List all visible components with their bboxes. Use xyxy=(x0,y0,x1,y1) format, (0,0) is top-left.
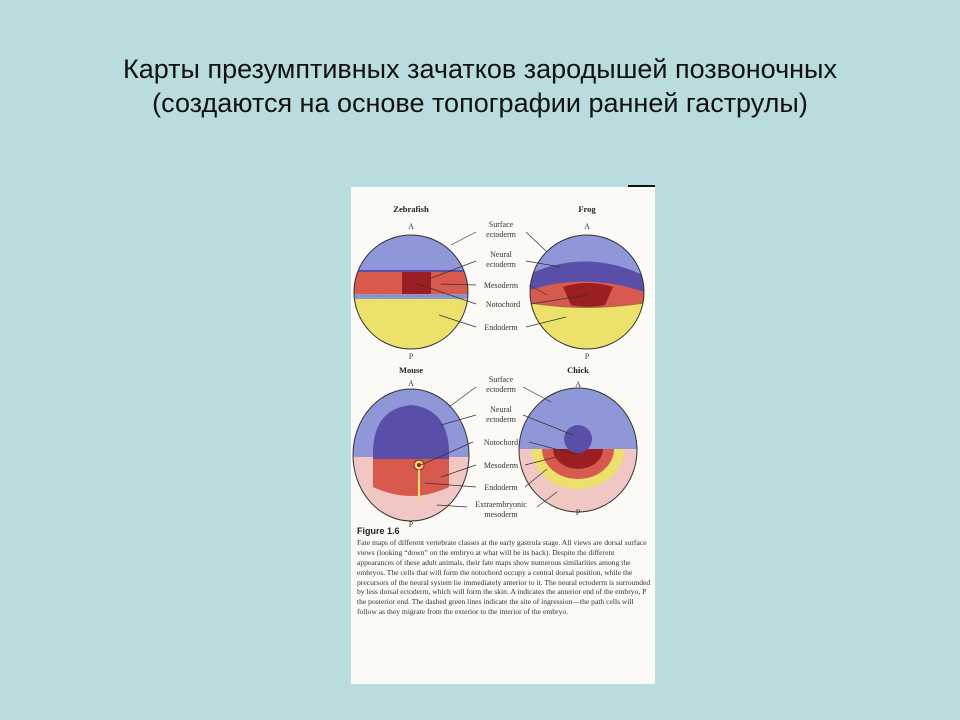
fate-map-figure xyxy=(351,187,655,684)
chick-posterior-label: P xyxy=(575,508,581,517)
zebrafish-fate-map xyxy=(351,204,471,361)
label-neural-ectoderm-top-2: ectoderm xyxy=(486,260,516,269)
caption-text: Fate maps of different vertebrate classes at the early gastrula stage. All views are dorsal surface views (looking “down” on the embryo at what will be its back). Despite the different appearances of these adult animals, their fate maps show numerous similarities among the embryos. The cells that will form the notochord occupy a central dorsal position, while the precursors of the neural system lie immediately anterior to it. The neural ectoderm is surrounded by less dorsal ectoderm, which will form the skin. A indicates the anterior end of the embryo, P the posterior end. The dashed green lines indicate the site of ingression—the path cells will follow as they migrate from the exterior to the interior of the embryo. xyxy=(357,537,651,617)
frog-fate-map xyxy=(527,204,651,361)
zebrafish-label: Zebrafish xyxy=(393,204,429,214)
frog-notochord xyxy=(563,283,613,307)
zebrafish-anterior-label: A xyxy=(408,222,414,231)
chick-anterior-label: A xyxy=(575,380,581,389)
slide-title-line-1: Карты презумптивных зачатков зародышей позвоночных xyxy=(123,54,837,84)
zebrafish-posterior-label: P xyxy=(408,352,414,361)
label-mesoderm-top: Mesoderm xyxy=(483,281,519,290)
caption-heading: Figure 1.6 xyxy=(357,526,400,536)
chick-fate-map xyxy=(511,365,641,522)
zebrafish-notochord xyxy=(402,272,431,294)
frog-posterior-label: P xyxy=(584,352,590,361)
chick-label: Chick xyxy=(567,365,589,375)
label-neural-ectoderm-bottom-2: ectoderm xyxy=(486,415,516,424)
label-extraembryonic-mesoderm: Extraembryonic xyxy=(475,500,527,509)
label-neural-ectoderm-bottom: Neural xyxy=(490,405,512,414)
figure-caption xyxy=(357,527,653,617)
leader-line xyxy=(523,387,551,402)
label-endoderm-top: Endoderm xyxy=(484,323,518,332)
slide-title-line-2: (создаются на основе топографии ранней гаструлы) xyxy=(152,88,808,118)
label-notochord-bottom: Notochord xyxy=(483,438,519,447)
frog-anterior-label: A xyxy=(584,222,590,231)
label-surface-ectoderm-top-2: ectoderm xyxy=(486,230,516,239)
mouse-label: Mouse xyxy=(398,365,424,375)
mouse-anterior-label: A xyxy=(408,379,414,388)
leader-line xyxy=(526,232,547,252)
label-mesoderm-bottom: Mesoderm xyxy=(483,461,519,470)
label-surface-ectoderm-bottom-2: ectoderm xyxy=(486,385,516,394)
label-neural-ectoderm-top: Neural xyxy=(490,250,512,259)
mouse-posterior-label: P xyxy=(408,520,414,527)
label-surface-ectoderm-bottom: Surface xyxy=(488,375,514,384)
fate-map-diagram xyxy=(351,187,655,527)
frog-label: Frog xyxy=(578,204,596,214)
leader-line xyxy=(451,232,476,245)
leader-line xyxy=(449,387,476,407)
mouse-fate-map xyxy=(351,365,471,527)
chick-neural-ectoderm xyxy=(564,425,592,453)
label-notochord-top: Notochord xyxy=(485,300,521,309)
mouse-notochord xyxy=(417,463,421,467)
mouse-mesoderm xyxy=(373,459,449,496)
label-surface-ectoderm-top: Surface xyxy=(488,220,514,229)
slide-title xyxy=(0,52,960,120)
label-endoderm-bottom: Endoderm xyxy=(484,483,518,492)
label-extraembryonic-mesoderm-2: mesoderm xyxy=(484,510,518,519)
